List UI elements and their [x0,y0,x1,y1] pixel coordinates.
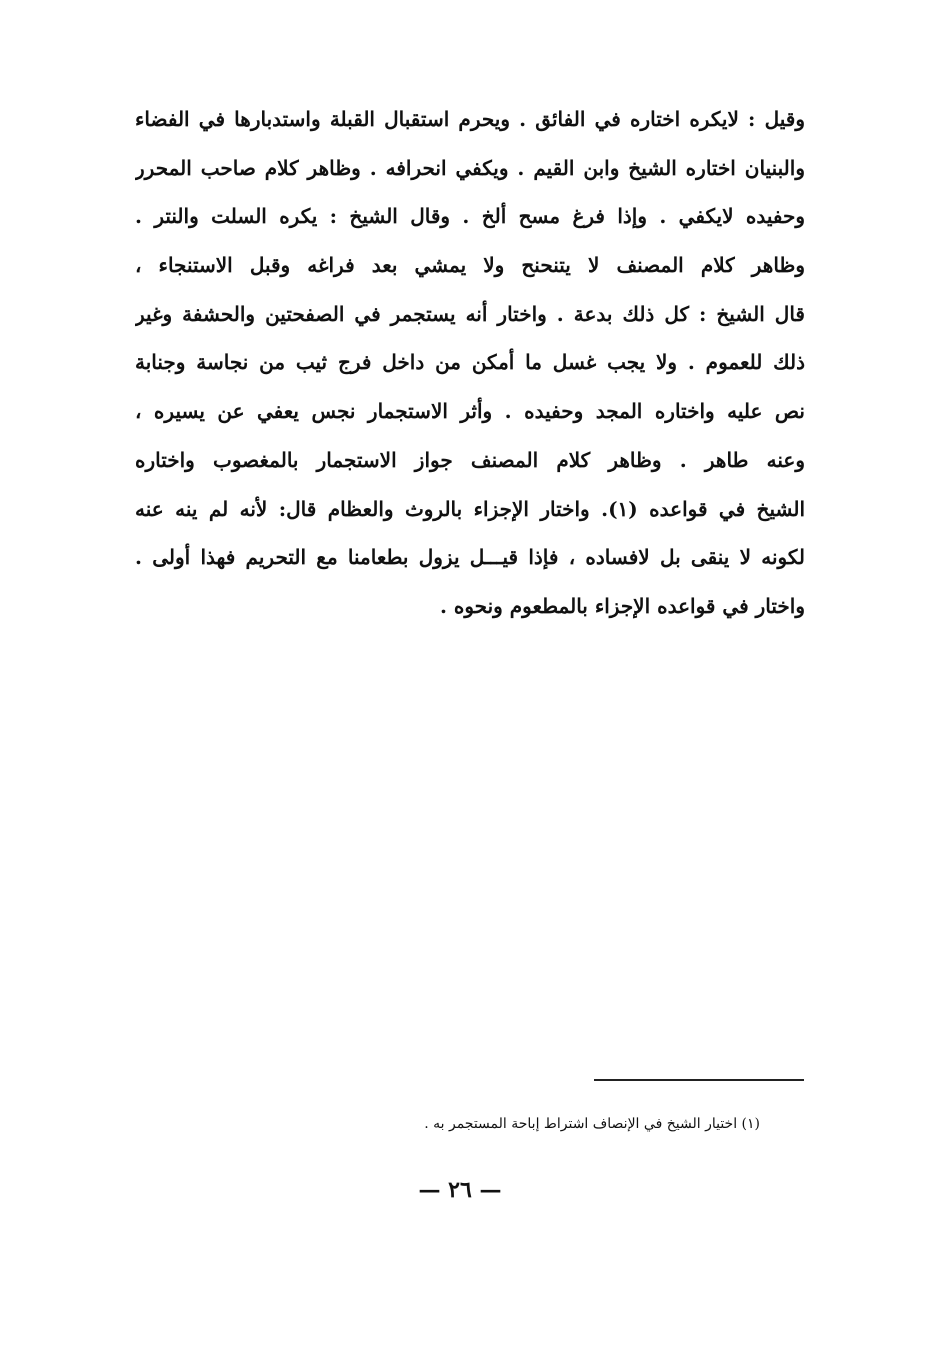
footnote-separator [594,1079,804,1081]
text-line: نص عليه واختاره المجد وحفيده . وأثر الاستجمار نجس يعفي عن يسيره ، [135,399,805,424]
text-line: لكونه لا ينقى بل لافساده ، فإذا قيـــل يزول بطعامنا مع التحريم فهذا أولى . [135,545,805,570]
text-line: واختار في قواعده الإجزاء بالمطعوم ونحوه . [439,593,805,618]
text-line: قال الشيخ : كل ذلك بدعة . واختار أنه يستجمر في الصفحتين والحشفة وغير [135,301,805,326]
page-number: — ٢٦ — [418,1177,502,1203]
text-line: وحفيده لايكفي . وإذا فرغ مسح ألخ . وقال الشيخ : يكره السلت والنتر . [135,204,805,229]
text-line: والبنيان اختاره الشيخ وابن القيم . ويكفي انحرافه . وظاهر كلام صاحب المحرر [135,155,805,180]
footnote: (١) اختيار الشيخ في الإنصاف اشتراط إباحة المستجمر به . [424,1116,760,1132]
text-line: وعنه طاهر . وظاهر كلام المصنف جواز الاستجمار بالمغصوب واختاره [135,447,805,472]
main-text-block [135,95,805,631]
text-line: وظاهر كلام المصنف لا يتنحنح ولا يمشي بعد فراغه وقبل الاستنجاء ، [135,253,805,278]
text-line: وقيل : لايكره اختاره في الفائق . ويحرم استقبال القبلة واستدبارها في الفضاء [135,107,805,131]
text-line: الشيخ في قواعده (١). واختار الإجزاء بالروث والعظام قال: لأنه لم ينه عنه [135,496,805,521]
text-line: ذلك للعموم . ولا يجب غسل ما أمكن من داخل فرج ثيب من نجاسة وجنابة [135,350,805,375]
